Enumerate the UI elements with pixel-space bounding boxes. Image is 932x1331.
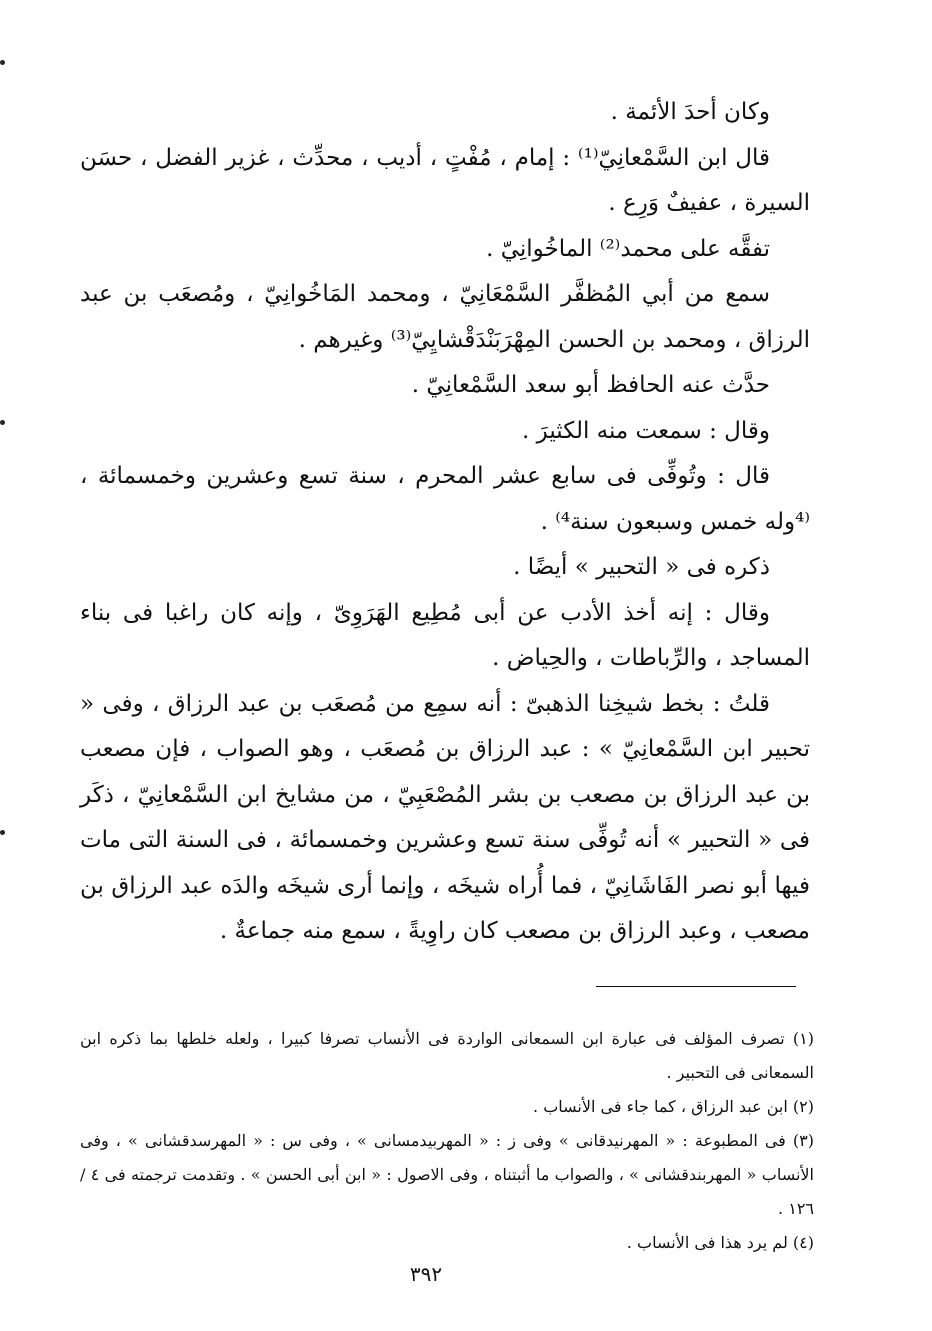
paragraph: وقال : سمعت منه الكثيرَ .	[522, 417, 770, 444]
paragraph: حدَّث عنه الحافظ أبو سعد السَّمْعانِيّ .	[411, 372, 770, 398]
paragraph: تفقَّه على محمد⁽²⁾ الماخُوانِيّ .	[486, 235, 770, 262]
footnotes	[80, 1022, 814, 1260]
paragraph: سمع من أبي المُظفَّر السَّمْعَانِيّ ، ومحمد المَاخُوانِيّ ، ومُصعَب بن عبد الرزاق ، ومحمد بن الحسن المِهْرَبَنْدَقْشايِيّ⁽³⁾ وغيرهم .	[80, 281, 810, 353]
footnote: (٤) لم يرد هذا فى الأنساب .	[626, 1233, 814, 1252]
footnote: (٣) فى المطبوعة : « المهرنيدقانى » وفى ز : « المهربيدمسانى » ، وفى س : « المهرسدقشانى » ، وفى الأنساب « المهربندقشانى » ، والصواب ما أثبتناه ، وفى الاصول : « ابن أبى الحسن » . وتقدمت ترجمته فى ٤ / ١٢٦ .	[80, 1131, 814, 1218]
paragraph: قال : وتُوفِّى فى سابع عشر المحرم ، سنة تسع وعشرين وخمسمائة ، ⁽⁴وله خمس وسبعون سنة⁴⁾ .	[80, 463, 810, 535]
footnote: (٢) ابن عبد الرزاق ، كما جاء فى الأنساب .	[533, 1097, 814, 1116]
paragraph: وكان أحدَ الأئمة .	[610, 99, 770, 125]
paragraph: وقال : إنه أخذ الأدب عن أبى مُطِيع الهَرَوِىّ ، وإنه كان راغبا فى بناء المساجد ، والرِّباطات ، والحِياض .	[80, 599, 810, 671]
margin-mark	[0, 420, 5, 425]
footnote-separator	[596, 986, 796, 987]
margin-mark	[0, 830, 5, 835]
footnote: (١) تصرف المؤلف فى عبارة ابن السمعانى الواردة فى الأنساب تصرفا كبيرا ، ولعله خلطها بما ذكره ابن السمعانى فى التحبير .	[80, 1029, 814, 1082]
paragraph: قلتُ : بخط شيخِنا الذهبىّ : أنه سمِع من مُصعَب بن عبد الرزاق ، وفى « تحبير ابن السَّمْعانِيّ » : عبد الرزاق بن مُصعَب ، وهو الصواب ، فإن مصعب بن عبد الرزاق بن مصعب بن بشر المُصْعَبِيّ ، من مشايخ ابن السَّمْعانِيّ ، ذكَر فى « التحبير » أنه تُوفِّى سنة تسع وعشرين وخمسمائة ، فى السنة التى مات فيها أبو نصر الفَاشَانِيّ ، فما أُراه شيخَه ، وإنما أرى شيخَه والدَه عبد الرزاق بن مصعب ، وعبد الرزاق بن مصعب كان راوِيةً ، سمع منه جماعةٌ .	[80, 690, 810, 944]
paragraph: ذكره فى « التحبير » أيضًا .	[513, 554, 770, 580]
main-text	[80, 90, 810, 955]
paragraph: قال ابن السَّمْعانِيّ⁽¹⁾ : إمام ، مُفْتٍ ، أديب ، محدِّث ، غزير الفضل ، حسَن السيرة ، عفيفٌ وَرِع .	[80, 144, 810, 216]
margin-mark	[0, 60, 5, 65]
page-number: ٣٩٢	[409, 1262, 443, 1286]
